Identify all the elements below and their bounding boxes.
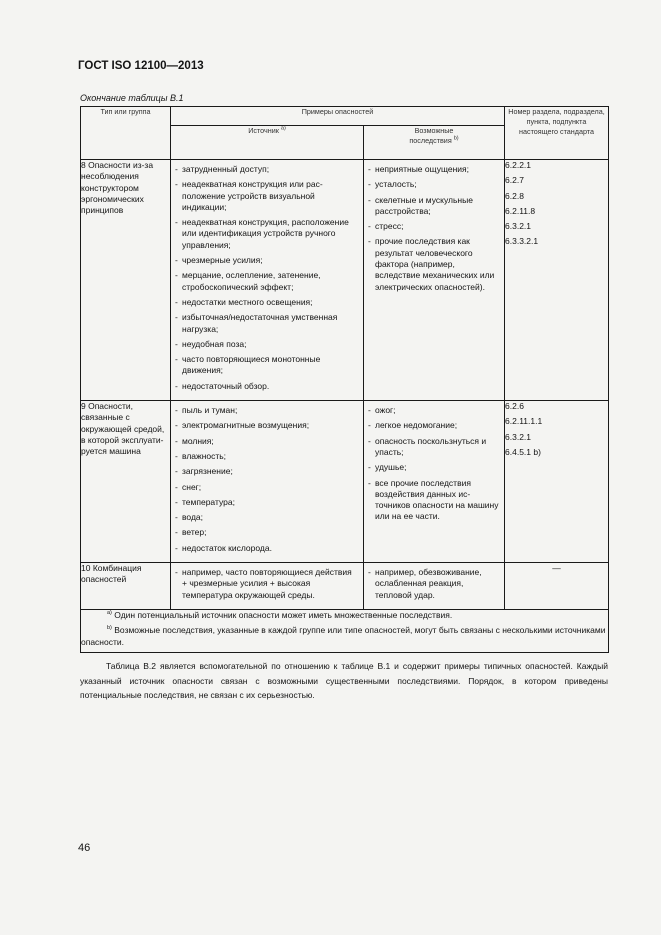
consequence-item: - неприятные ощущения; xyxy=(366,164,500,175)
standard-ref: 6.2.11.1.1 xyxy=(505,416,543,427)
source-item: - ветер; xyxy=(173,527,359,538)
footnote-b: $^{b)}$ Возможные последствия, указанные в каждой группе или типе опасностей, могут быть связаны с несколькими источниками опасности. xyxy=(81,625,606,647)
standard-ref: 6.2.8 xyxy=(505,190,524,201)
source-item: - неадекватная конструкция, расположение или идентификация устройств ручного управления; xyxy=(173,217,359,251)
source-item: - чрезмерные усилия; xyxy=(173,255,359,266)
header-examples: Примеры опасностей xyxy=(171,107,505,126)
source-item: - температура; xyxy=(173,497,359,508)
consequence-item: - все прочие последствия воздействия данных источников опасности на машину или на ее части. xyxy=(366,478,500,523)
consequence-item: - прочие последствия как результат человеческого фактора (например, вследствие механических или электрических опасностей). xyxy=(366,236,500,292)
sources-cell xyxy=(171,160,364,401)
consequence-item: - скелетные и мускульные расстройства; xyxy=(366,195,500,218)
source-item: - неадекватная конструкция или расположение устройств визуальной индикации; xyxy=(173,179,359,213)
source-item: - загрязнение; xyxy=(173,466,359,477)
consequence-item: - например, обезвоживание, ослабленная реакция, тепловой удар. xyxy=(366,567,500,601)
source-item: - неудобная поза; xyxy=(173,339,359,350)
sources-cell xyxy=(171,563,364,610)
standard-ref: 6.2.2.1 xyxy=(505,160,532,170)
consequence-item: - легкое недомогание; xyxy=(366,420,500,431)
body-paragraph: Таблица В.2 является вспомогательной по отношению к таблице В.1 и содержит примеры типичных опасностей. Каждый указанный источник опасности связан с возможными существенными последствиями. Порядок, в котором приведены потенциальные последствия, не связан с их серьезностью. xyxy=(80,661,608,701)
header-consequences: Возможные последствия $^{b)}$ xyxy=(364,126,505,160)
source-item: - недостаток кислорода. xyxy=(173,543,359,554)
header-source: Источник $^{а)}$ xyxy=(171,126,364,160)
consequences-cell xyxy=(364,160,505,401)
standard-ref: 6.2.6 xyxy=(505,401,524,412)
source-item: - снег; xyxy=(173,482,359,493)
footnote-a: $^{а)}$ Один потенциальный источник опасности может иметь множественные последствия. xyxy=(107,609,453,620)
page-number: 46 xyxy=(78,842,91,854)
standard-ref: 6.2.7 xyxy=(505,175,524,186)
hazard-type-cell: 9 Опасности, связанные с окружающей средой, в которой эксплуатируется машина xyxy=(81,401,171,563)
standard-ref: 6.3.3.2.1 xyxy=(505,236,539,247)
table-header-row xyxy=(81,107,609,126)
consequences-cell xyxy=(364,563,505,610)
source-item: - влажность; xyxy=(173,451,359,462)
table-row xyxy=(81,401,609,563)
header-type: Тип или группа xyxy=(81,107,171,160)
source-item: - пыль и туман; xyxy=(173,405,359,416)
consequence-item: - стресс; xyxy=(366,221,500,232)
standards-cell xyxy=(505,401,609,563)
consequences-cell xyxy=(364,401,505,563)
table-footnotes-row xyxy=(81,609,609,652)
hazard-table xyxy=(80,106,609,653)
standard-ref: 6.3.2.1 xyxy=(505,431,532,442)
standard-ref: 6.2.11.8 xyxy=(505,205,536,216)
sources-cell xyxy=(171,401,364,563)
source-item: - молния; xyxy=(173,436,359,447)
header-standard: Номер раздела, подраздела, пункта, подпункта настоящего стандарта xyxy=(505,107,609,160)
standards-cell xyxy=(505,160,609,401)
hazard-type-cell: 8 Опасности из-за несоблюдения конструктором эргономических принципов xyxy=(81,160,171,401)
standard-ref: 6.4.5.1 b) xyxy=(505,446,541,457)
source-item: - мерцание, ослепление, затенение, стробоскопический эффект; xyxy=(173,270,359,293)
source-item: - часто повторяющиеся монотонные движения; xyxy=(173,354,359,377)
source-item: - недостаточный обзор. xyxy=(173,381,359,392)
standard-ref: 6.3.2.1 xyxy=(505,221,532,232)
consequence-item: - ожог; xyxy=(366,405,500,416)
consequence-item: - усталость; xyxy=(366,179,500,190)
source-item: - вода; xyxy=(173,512,359,523)
consequence-item: - опасность поскользнуться и упасть; xyxy=(366,436,500,459)
source-item: - затрудненный доступ; xyxy=(173,164,359,175)
footnote-mark-b: b) xyxy=(453,135,459,142)
source-item: - недостатки местного освещения; xyxy=(173,297,359,308)
table-row xyxy=(81,160,609,401)
source-item: - например, часто повторяющиеся действия + чрезмерные усилия + высокая температура окружающей среды. xyxy=(173,567,359,601)
table-footnotes xyxy=(81,609,609,652)
hazard-type-cell: 10 Комбинация опасностей xyxy=(81,563,171,610)
standards-cell-dash: — xyxy=(505,563,609,610)
document-header: ГОСТ ISO 12100—2013 xyxy=(78,60,204,72)
source-item: - электромагнитные возмущения; xyxy=(173,420,359,431)
source-item: - избыточная/недостаточная умственная нагрузка; xyxy=(173,312,359,335)
footnote-mark-a: а) xyxy=(280,125,286,132)
table-row xyxy=(81,563,609,610)
consequence-item: - удушье; xyxy=(366,462,500,473)
table-caption: Окончание таблицы В.1 xyxy=(80,93,184,103)
